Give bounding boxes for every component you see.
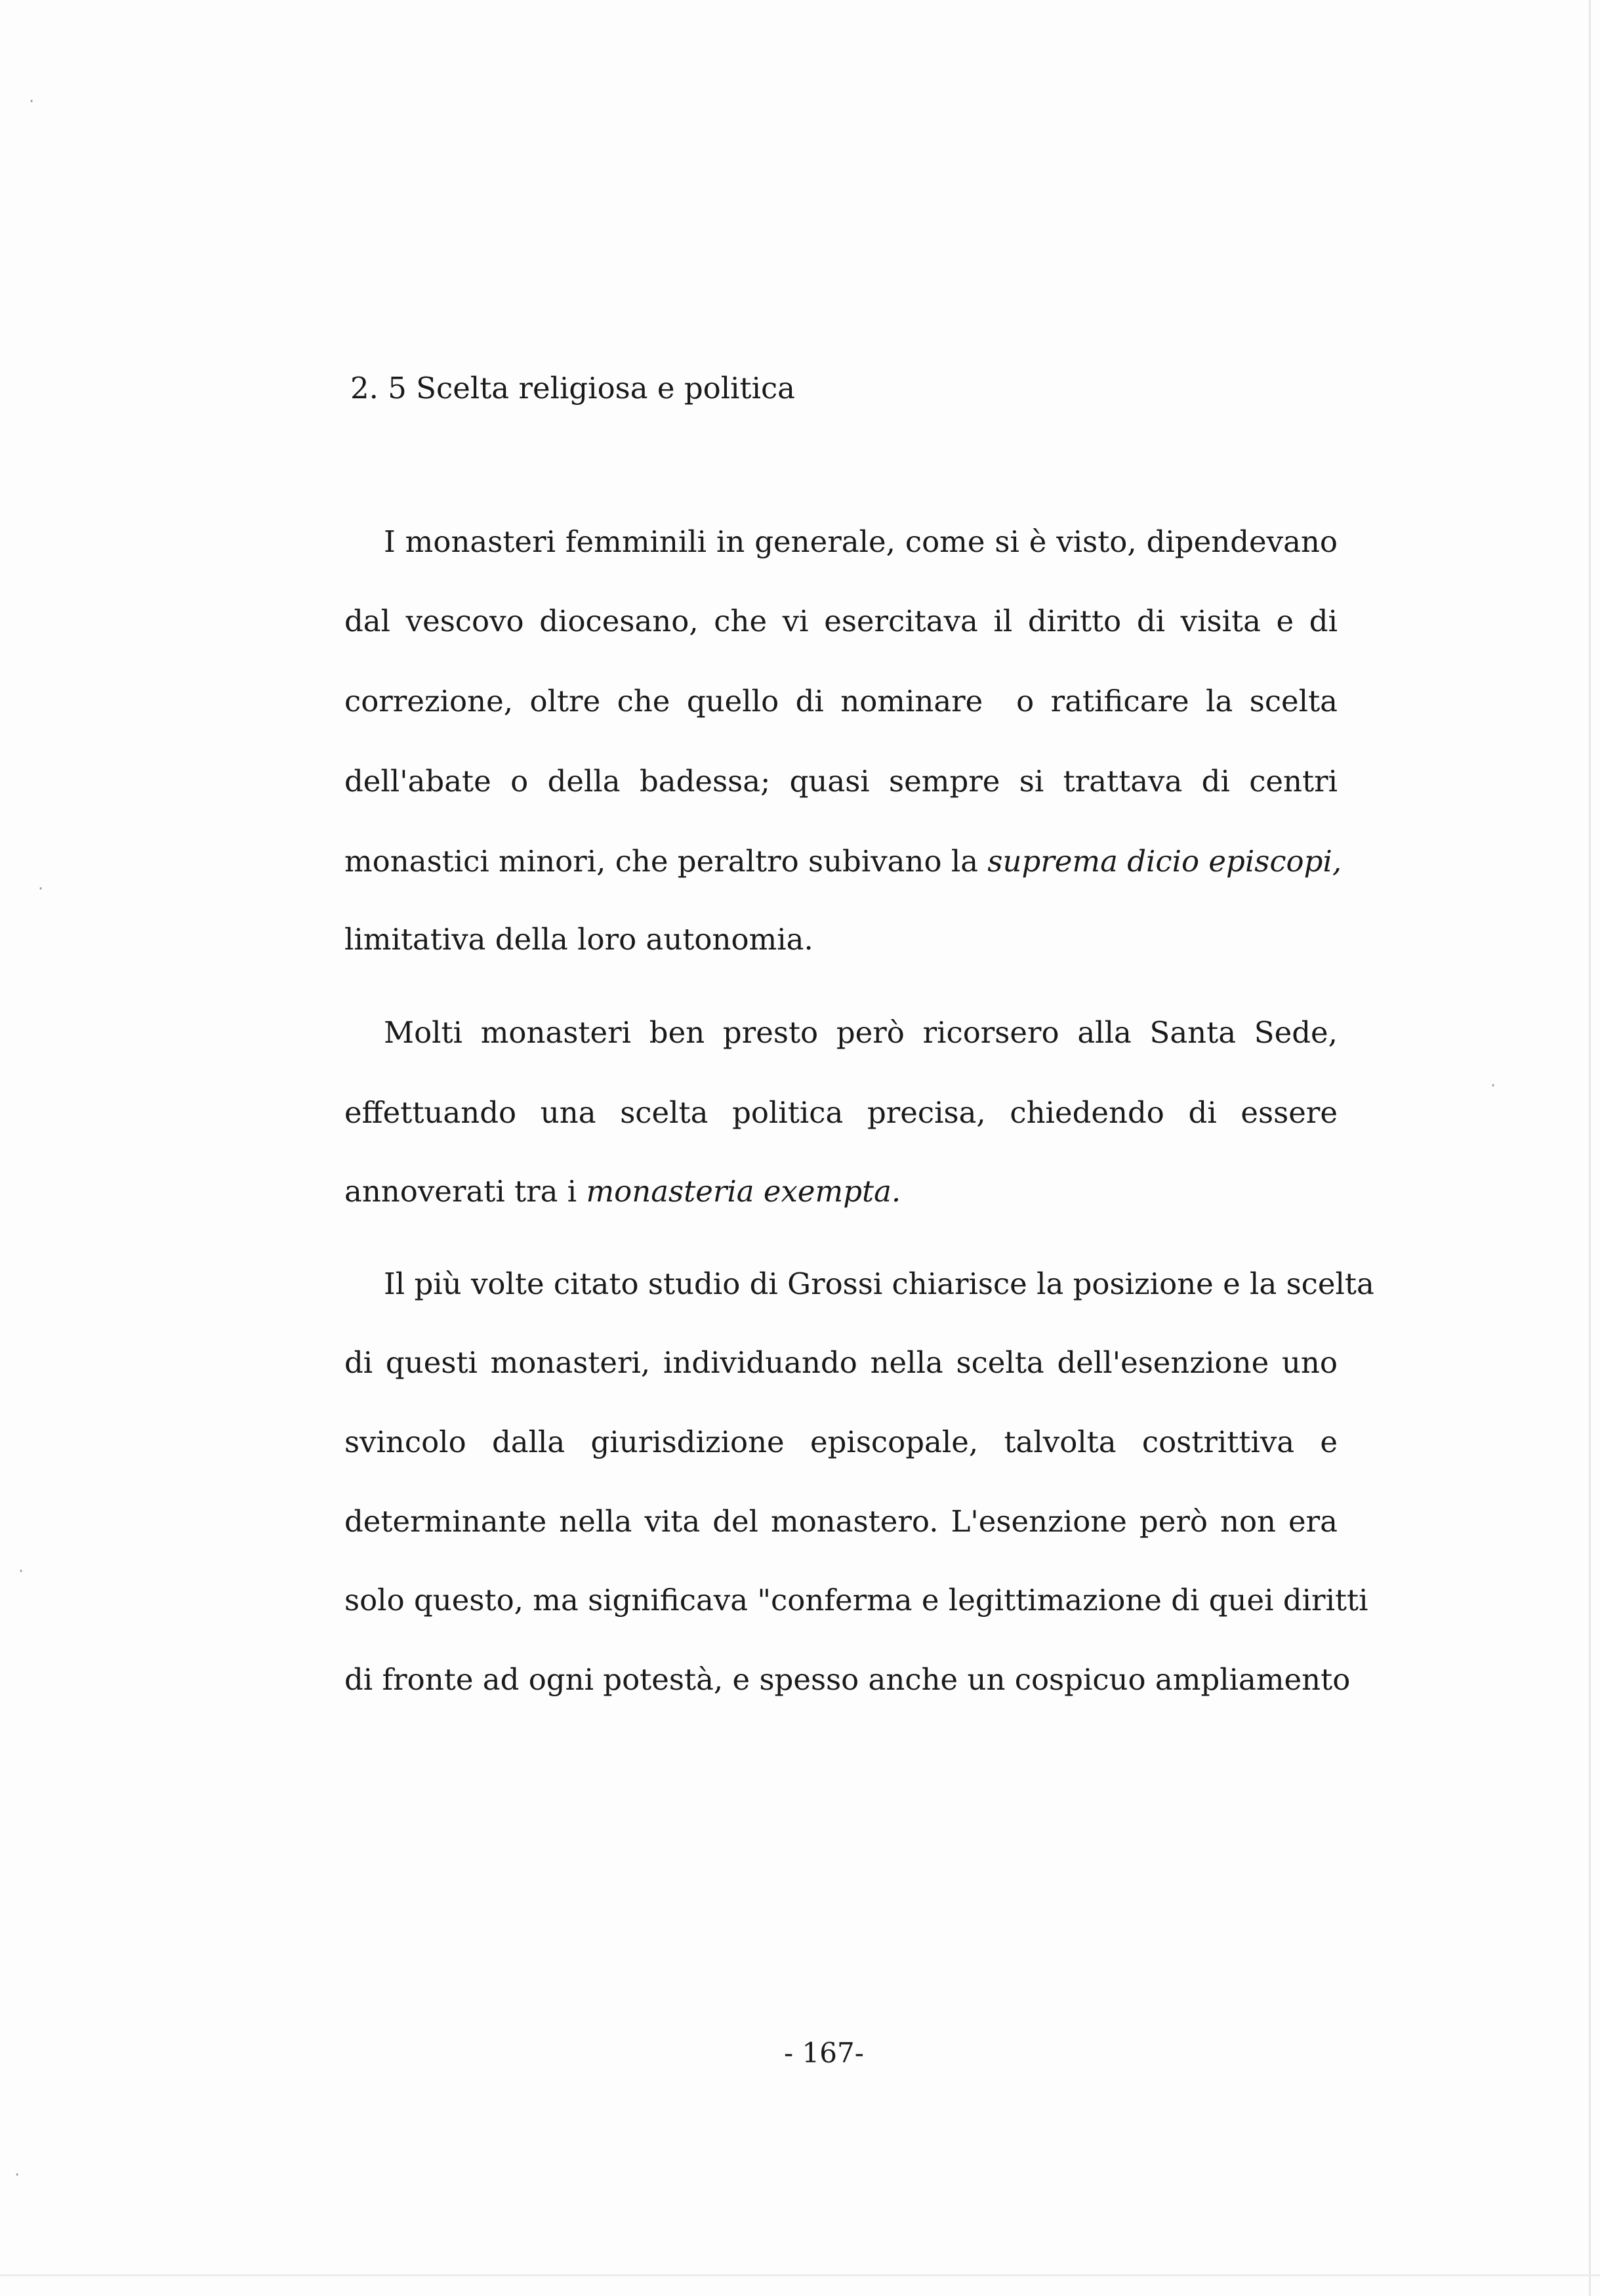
section-heading: 2. 5 Scelta religiosa e politica	[350, 371, 796, 406]
text-segment: limitativa della loro autonomia.	[344, 922, 813, 957]
scan-speck: ·	[18, 1562, 24, 1581]
text-line	[344, 1172, 1338, 1211]
text-line	[344, 842, 1342, 881]
text-segment: I monasteri femminili in generale, come si è visto, dipendevano	[384, 524, 1338, 559]
text-line	[344, 1264, 1374, 1304]
text-segment: solo questo, ma significava "conferma e legittimazione di quei diritti	[344, 1583, 1368, 1618]
scan-speck: ·	[14, 2165, 20, 2185]
text-segment: correzione, oltre che quello di nominare o ratificare la scelta	[344, 684, 1338, 719]
text-segment: di questi monasteri, individuando nella scelta dell'esenzione uno	[344, 1345, 1338, 1380]
text-segment: Il più volte citato studio di Grossi chiarisce la posizione e la scelta	[384, 1266, 1374, 1301]
text-line	[344, 1093, 1338, 1133]
text-segment: di fronte ad ogni potestà, e spesso anche un cospicuo ampliamento	[344, 1662, 1351, 1697]
text-segment: dal vescovo diocesano, che vi esercitava il diritto di visita e di	[344, 604, 1338, 638]
text-line	[344, 1343, 1338, 1383]
text-segment: monastici minori, che peraltro subivano la	[344, 844, 988, 879]
scan-speck: ·	[29, 92, 35, 112]
text-segment: effettuando una scelta politica precisa, chiedendo di essere	[344, 1095, 1338, 1130]
page-edge-right	[1589, 0, 1591, 2296]
italic-latin-phrase: monasteria exempta.	[586, 1174, 901, 1209]
text-line	[344, 1502, 1338, 1541]
text-line	[344, 522, 1338, 562]
scan-speck: ·	[1490, 1076, 1496, 1096]
text-segment: determinante nella vita del monastero. L'esenzione però non era	[344, 1504, 1338, 1539]
text-line	[344, 1660, 1351, 1700]
text-segment: annoverati tra i	[344, 1174, 586, 1209]
italic-latin-phrase: suprema dicio episcopi,	[987, 844, 1342, 879]
text-line	[344, 920, 1338, 959]
page-number: - 167-	[784, 2037, 864, 2069]
text-line	[344, 762, 1338, 801]
text-line	[344, 602, 1338, 641]
page-edge-bottom	[0, 2274, 1600, 2276]
text-segment: Molti monasteri ben presto però ricorsero alla Santa Sede,	[384, 1015, 1338, 1050]
text-segment: svincolo dalla giurisdizione episcopale, talvolta costrittiva e	[344, 1425, 1338, 1459]
scan-speck: ·	[38, 879, 44, 899]
text-segment: dell'abate o della badessa; quasi sempre si trattava di centri	[344, 764, 1338, 799]
text-line	[344, 1013, 1338, 1053]
text-line	[344, 1581, 1368, 1620]
text-line	[344, 682, 1338, 721]
text-line	[344, 1423, 1338, 1462]
